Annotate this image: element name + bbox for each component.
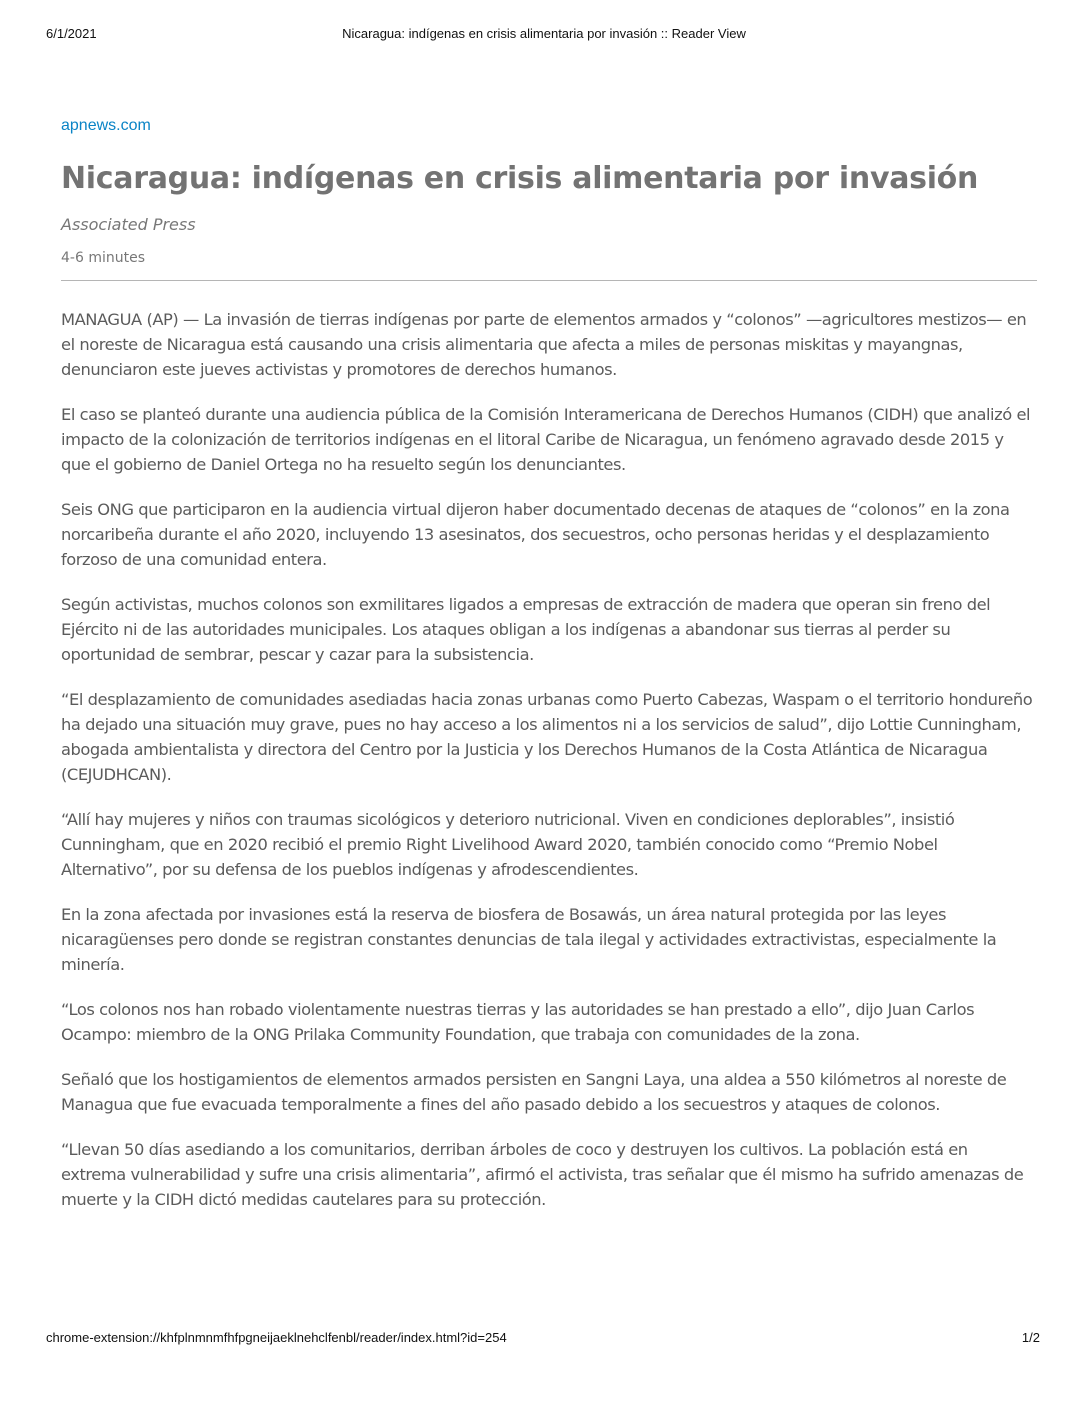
reader-view-article xyxy=(61,115,1037,1232)
article-paragraph: “Los colonos nos han robado violentamente nuestras tierras y las autoridades se han prestado a ello”, dijo Juan Carlos Ocampo: miembro de la ONG Prilaka Community Foundation, que trabaja con comunidades de la zona. xyxy=(61,1000,975,1044)
article-title: Nicaragua: indígenas en crisis alimentaria por invasión xyxy=(61,161,979,196)
print-url: chrome-extension://khfplnmnmfhfpgneijaeklnehclfenbl/reader/index.html?id=254 xyxy=(46,1330,507,1345)
article-paragraph: Según activistas, muchos colonos son exmilitares ligados a empresas de extracción de madera que operan sin freno del Ejército ni de las autoridades municipales. Los ataques obligan a los indígenas a abandonar sus tierras al perder su oportunidad de sembrar, pescar y cazar para la subsistencia. xyxy=(61,595,991,664)
article-byline: Associated Press xyxy=(61,215,196,234)
print-header xyxy=(0,26,1088,44)
article-body xyxy=(61,307,1037,1212)
article-paragraph: En la zona afectada por invasiones está la reserva de biosfera de Bosawás, un área natural protegida por las leyes nicaragüenses pero donde se registran constantes denuncias de tala ilegal y actividades extractivistas, especialmente la minería. xyxy=(61,905,997,974)
print-date: 6/1/2021 xyxy=(46,26,97,41)
article-paragraph: “Allí hay mujeres y niños con traumas sicológicos y deterioro nutricional. Viven en condiciones deplorables”, insistió Cunningham, que en 2020 recibió el premio Right Livelihood Award 2020, también conocido como “Premio Nobel Alternativo”, por su defensa de los pueblos indígenas y afrodescendientes. xyxy=(61,810,955,879)
article-paragraph: “Llevan 50 días asediando a los comunitarios, derriban árboles de coco y destruyen los cultivos. La población está en extrema vulnerabilidad y sufre una crisis alimentaria”, afirmó el activista, tras señalar que él mismo ha sufrido amenazas de muerte y la CIDH dictó medidas cautelares para su protección. xyxy=(61,1140,1024,1209)
source-domain-link[interactable]: apnews.com xyxy=(61,117,151,134)
header-divider xyxy=(61,280,1037,281)
article-paragraph: MANAGUA (AP) — La invasión de tierras indígenas por parte de elementos armados y “colonos” —agricultores mestizos— en el noreste de Nicaragua está causando una crisis alimentaria que afecta a miles de personas miskitas y mayangnas, denunciaron este jueves activistas y promotores de derechos humanos. xyxy=(61,310,1027,379)
article-paragraph: Seis ONG que participaron en la audiencia virtual dijeron haber documentado decenas de ataques de “colonos” en la zona norcaribeña durante el año 2020, incluyendo 13 asesinatos, dos secuestros, ocho personas heridas y el desplazamiento forzoso de una comunidad entera. xyxy=(61,500,1010,569)
article-paragraph: El caso se planteó durante una audiencia pública de la Comisión Interamericana de Derechos Humanos (CIDH) que analizó el impacto de la colonización de territorios indígenas en el litoral Caribe de Nicaragua, un fenómeno agravado desde 2015 y que el gobierno de Daniel Ortega no ha resuelto según los denunciantes. xyxy=(61,405,1031,474)
print-footer xyxy=(0,1330,1088,1348)
reading-time: 4-6 minutes xyxy=(61,250,145,266)
article-paragraph: Señaló que los hostigamientos de elementos armados persisten en Sangni Laya, una aldea a 550 kilómetros al noreste de Managua que fue evacuada temporalmente a fines del año pasado debido a los secuestros y ataques de colonos. xyxy=(61,1070,1007,1114)
print-page-number: 1/2 xyxy=(1021,1330,1040,1345)
article-paragraph: “El desplazamiento de comunidades asediadas hacia zonas urbanas como Puerto Cabezas, Waspam o el territorio hondureño ha dejado una situación muy grave, pues no hay acceso a los alimentos ni a los servicios de salud”, dijo Lottie Cunningham, abogada ambientalista y directora del Centro por la Justicia y los Derechos Humanos de la Costa Atlántica de Nicaragua (CEJUDHCAN). xyxy=(61,690,1033,784)
print-title: Nicaragua: indígenas en crisis alimentaria por invasión :: Reader View xyxy=(342,26,746,41)
